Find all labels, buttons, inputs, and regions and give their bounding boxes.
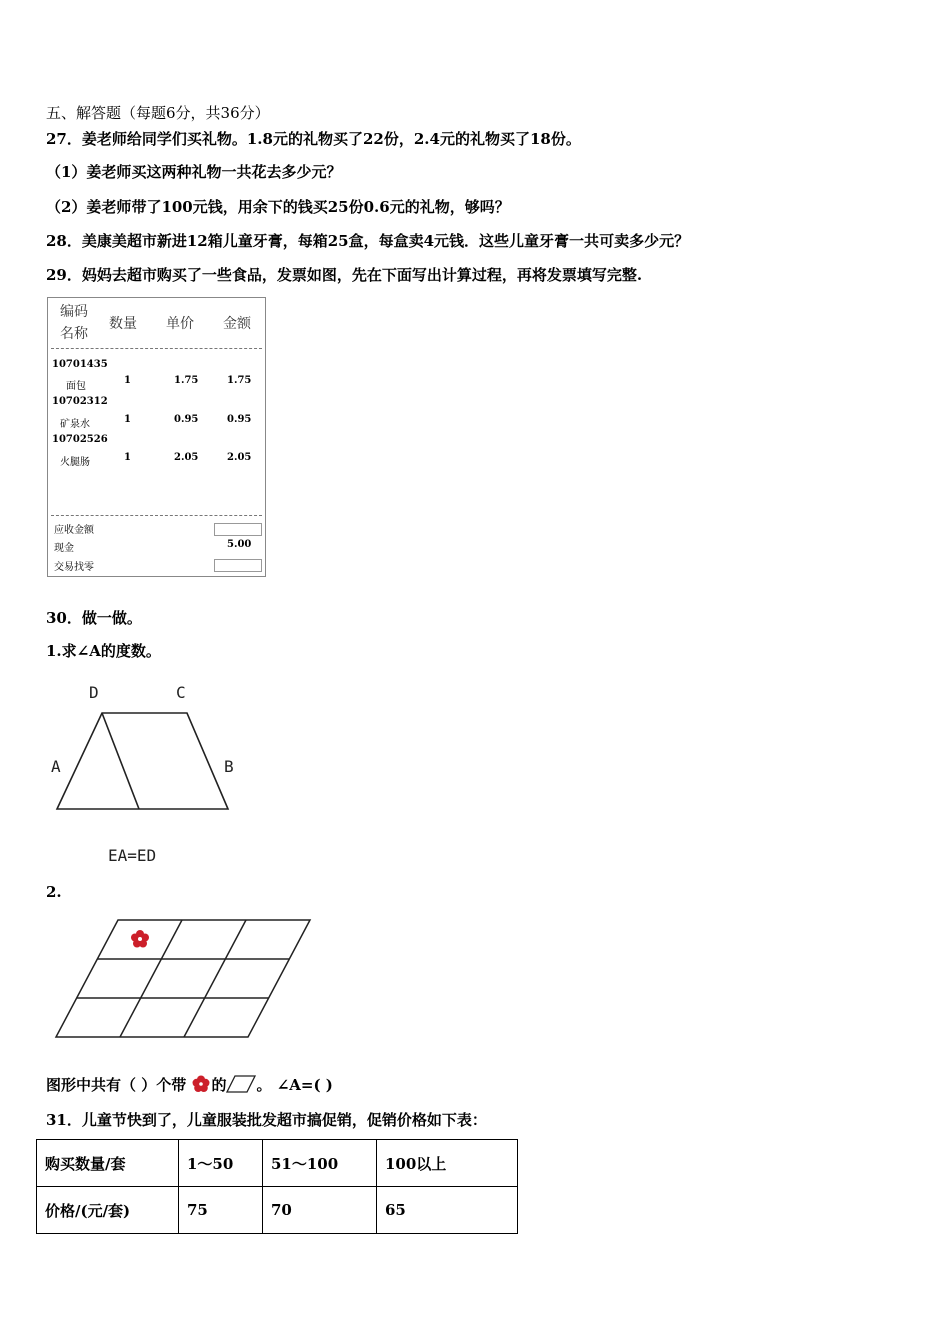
table-row: [37, 1187, 518, 1234]
q30-sub2: 2.: [46, 883, 62, 901]
receipt-item-qty: 1: [124, 375, 131, 386]
table-cell: 100以上: [377, 1140, 518, 1187]
q27-part2: （2）姜老师带了100元钱，用余下的钱买25份0.6元的礼物，够吗？: [46, 198, 510, 216]
receipt-item-price: 0.95: [174, 414, 199, 425]
receipt-change-blank[interactable]: [214, 559, 262, 572]
receipt-due-label: 应收金额: [54, 525, 94, 536]
receipt-item-price: 2.05: [174, 452, 199, 463]
receipt-cash-label: 现金: [54, 543, 74, 554]
receipt-item-qty: 1: [124, 414, 131, 425]
receipt-header-qty: 数量: [109, 316, 137, 332]
label-b: B: [224, 757, 234, 776]
table-cell: 70: [263, 1187, 377, 1234]
receipt-item-amount: 0.95: [227, 414, 252, 425]
flower-icon: [191, 1075, 211, 1093]
receipt-item-code: 10702312: [52, 396, 108, 407]
receipt-header-code-line1: 编码: [60, 304, 88, 320]
q27-part1: （1）姜老师买这两种礼物一共花去多少元？: [46, 163, 342, 181]
figure-trapezoid: [40, 676, 280, 876]
table-cell: 购买数量/套: [37, 1140, 179, 1187]
q30-fig2-text-c: 。 ∠A=( ): [256, 1076, 333, 1094]
q30-fig2-question: [46, 1074, 333, 1095]
segment-de: [102, 713, 139, 809]
receipt-change-label: 交易找零: [54, 562, 94, 573]
table-cell: 价格/(元/套): [37, 1187, 179, 1234]
figure-parallelogram-grid: [55, 918, 325, 1043]
parallelogram-icon: [226, 1075, 256, 1093]
receipt-item-name: 火腿肠: [60, 457, 90, 468]
receipt-header-price: 单价: [166, 316, 194, 332]
receipt-item-code: 10702526: [52, 434, 108, 445]
table-cell: 65: [377, 1187, 518, 1234]
grid-vline: [184, 920, 246, 1037]
receipt-divider-top: [51, 348, 262, 349]
receipt-due-blank[interactable]: [214, 523, 262, 536]
label-d: D: [89, 683, 99, 702]
q31-stem: 31．儿童节快到了，儿童服装批发超市搞促销，促销价格如下表：: [46, 1111, 487, 1129]
table-row: [37, 1140, 518, 1187]
receipt-divider-bottom: [51, 515, 262, 516]
receipt-header-code-line2: 名称: [60, 326, 88, 342]
q30-fig2-text-b: 的: [211, 1076, 227, 1094]
table-cell: 1～50: [179, 1140, 263, 1187]
grid-vline: [120, 920, 182, 1037]
q30-sub1: 1.求∠A的度数。: [46, 642, 161, 660]
grid-outline: [56, 920, 310, 1037]
q30-title: 30．做一做。: [46, 609, 142, 627]
receipt-item-price: 1.75: [174, 375, 199, 386]
receipt-item-name: 面包: [66, 381, 86, 392]
receipt-header-amount: 金额: [223, 316, 251, 332]
receipt: [47, 297, 266, 577]
q30-fig2-text-a: 图形中共有（ ）个带: [46, 1076, 187, 1094]
receipt-item-code: 10701435: [52, 359, 108, 370]
receipt-item-qty: 1: [124, 452, 131, 463]
receipt-item-name: 矿泉水: [60, 419, 90, 430]
q29-text: 29．妈妈去超市购买了一些食品，发票如图，先在下面写出计算过程，再将发票填写完整.: [46, 266, 643, 284]
receipt-item-amount: 2.05: [227, 452, 252, 463]
receipt-cash-value: 5.00: [227, 539, 252, 550]
section-title: 五、解答题（每题6分，共36分）: [46, 104, 270, 122]
label-c: C: [176, 683, 186, 702]
trapezoid-outline: [57, 713, 228, 809]
table-cell: 51～100: [263, 1140, 377, 1187]
receipt-item-amount: 1.75: [227, 375, 252, 386]
table-cell: 75: [179, 1187, 263, 1234]
caption-ea-ed: EA=ED: [108, 846, 157, 865]
q27-stem: 27．姜老师给同学们买礼物。1.8元的礼物买了22份，2.4元的礼物买了18份。: [46, 130, 581, 148]
flower-icon: [131, 930, 149, 948]
price-table: [36, 1139, 518, 1234]
label-a: A: [51, 757, 61, 776]
q28-text: 28．美康美超市新进12箱儿童牙膏，每箱25盒，每盒卖4元钱．这些儿童牙膏一共可卖多少元？: [46, 232, 690, 250]
